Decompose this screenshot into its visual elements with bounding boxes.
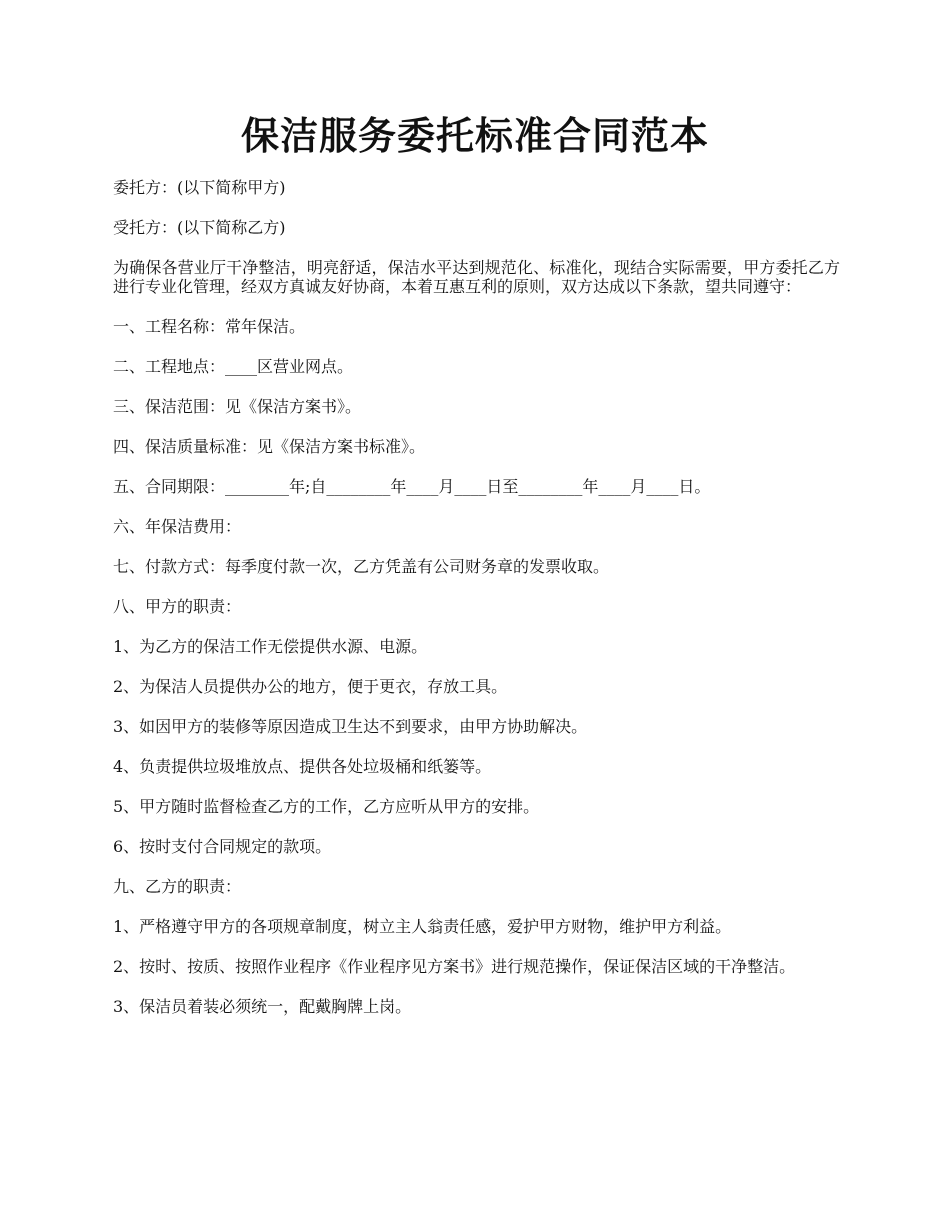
clause-project-name: 一、工程名称：常年保洁。 <box>113 317 306 336</box>
party-a-duty-item: 4、负责提供垃圾堆放点、提供各处垃圾桶和纸篓等。 <box>113 757 492 776</box>
party-a-duty-item: 1、为乙方的保洁工作无偿提供水源、电源。 <box>113 637 428 656</box>
document-title: 保洁服务委托标准合同范本 <box>240 113 709 158</box>
party-a-duty-item: 3、如因甲方的装修等原因造成卫生达不到要求，由甲方协助解决。 <box>113 717 588 736</box>
party-b-duty-item: 3、保洁员着装必须统一，配戴胸牌上岗。 <box>113 997 412 1016</box>
clause-payment-method: 七、付款方式：每季度付款一次，乙方凭盖有公司财务章的发票收取。 <box>113 557 610 576</box>
paragraph-contractor: 受托方：(以下简称乙方) <box>113 218 286 237</box>
party-b-duty-item: 2、按时、按质、按照作业程序《作业程序见方案书》进行规范操作，保证保洁区域的干净整洁。 <box>113 957 796 976</box>
clause-project-location: 二、工程地点：____区营业网点。 <box>113 357 354 376</box>
clause-cleaning-scope: 三、保洁范围：见《保洁方案书》。 <box>113 397 362 416</box>
paragraph-preamble: 为确保各营业厅干净整洁，明亮舒适，保洁水平达到规范化、标准化，现结合实际需要，甲方委托乙方进行专业化管理，经双方真诚友好协商，本着互惠互利的原则，双方达成以下条款，望共同遵守： <box>113 258 840 296</box>
clause-quality-standard: 四、保洁质量标准：见《保洁方案书标准》。 <box>113 437 426 456</box>
party-a-duty-item: 2、为保洁人员提供办公的地方，便于更衣，存放工具。 <box>113 677 508 696</box>
party-a-duty-item: 6、按时支付合同规定的款项。 <box>113 837 332 856</box>
document-body <box>113 178 840 1037</box>
section-party-a-duties: 八、甲方的职责： <box>113 597 242 616</box>
clause-annual-fee: 六、年保洁费用： <box>113 517 242 536</box>
clause-contract-term: 五、合同期限：________年;自________年____月____日至________年____月____日。 <box>113 477 711 496</box>
party-b-duty-item: 1、严格遵守甲方的各项规章制度，树立主人翁责任感，爱护甲方财物，维护甲方利益。 <box>113 917 732 936</box>
paragraph-client: 委托方：(以下简称甲方) <box>113 178 286 197</box>
section-party-b-duties: 九、乙方的职责： <box>113 877 242 896</box>
party-a-duty-item: 5、甲方随时监督检查乙方的工作，乙方应听从甲方的安排。 <box>113 797 540 816</box>
